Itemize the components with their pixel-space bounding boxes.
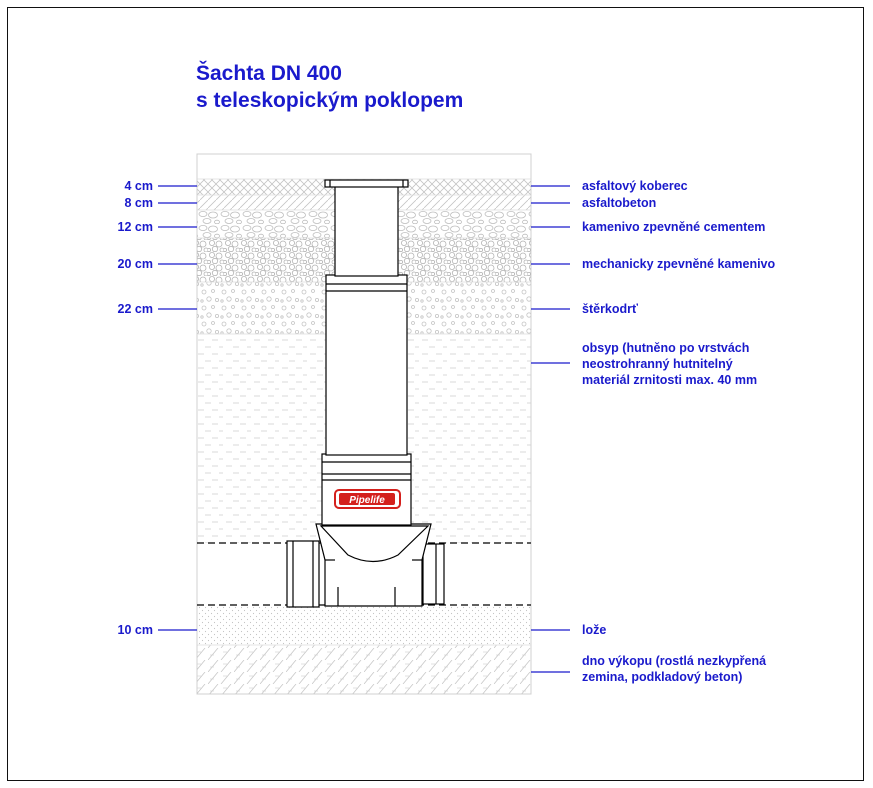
- bottom-line-2: zemina, podkladový beton): [582, 670, 743, 684]
- title-line-2: s teleskopickým poklopem: [196, 89, 464, 112]
- title-line-1: Šachta DN 400: [196, 62, 342, 85]
- backfill-line-1: obsyp (hutněno po vrstvách: [582, 341, 750, 355]
- layer-label-cement-aggregate: kamenivo zpevněné cementem: [582, 220, 766, 234]
- layer-label-bedding: lože: [582, 623, 607, 637]
- layer-label-gravel: štěrkodrť: [582, 302, 639, 316]
- layer-label-asphalt-concrete: asfaltobeton: [582, 196, 657, 210]
- depth-leader-lines: [158, 186, 197, 630]
- layer-bedding: [197, 605, 531, 645]
- depth-label: 22 cm: [117, 302, 153, 316]
- riser-pipe: [322, 275, 411, 525]
- depth-label: 12 cm: [117, 220, 153, 234]
- layer-label-asphalt-surface: asfaltový koberec: [582, 179, 688, 193]
- layer-leader-lines: [531, 186, 570, 672]
- logo-text: Pipelife: [349, 495, 385, 506]
- shaft-base: [316, 524, 431, 606]
- depth-label: 4 cm: [124, 179, 153, 193]
- telescopic-cover: [325, 180, 408, 276]
- bottom-line-1: dno výkopu (rostlá nezkypřená: [582, 654, 767, 668]
- layer-trench-bottom: [197, 645, 531, 694]
- depth-label: 20 cm: [117, 257, 153, 271]
- layer-label-mechanical-aggregate: mechanicky zpevněné kamenivo: [582, 257, 776, 271]
- depth-label: 10 cm: [117, 623, 153, 637]
- layer-label-trench-bottom: [582, 653, 766, 685]
- layer-label-backfill: [582, 340, 757, 388]
- depth-label: 8 cm: [124, 196, 153, 210]
- backfill-line-3: materiál zrnitosti max. 40 mm: [582, 373, 758, 387]
- backfill-line-2: neostrohranný hutnitelný: [582, 357, 733, 371]
- pipelife-logo: [335, 490, 400, 508]
